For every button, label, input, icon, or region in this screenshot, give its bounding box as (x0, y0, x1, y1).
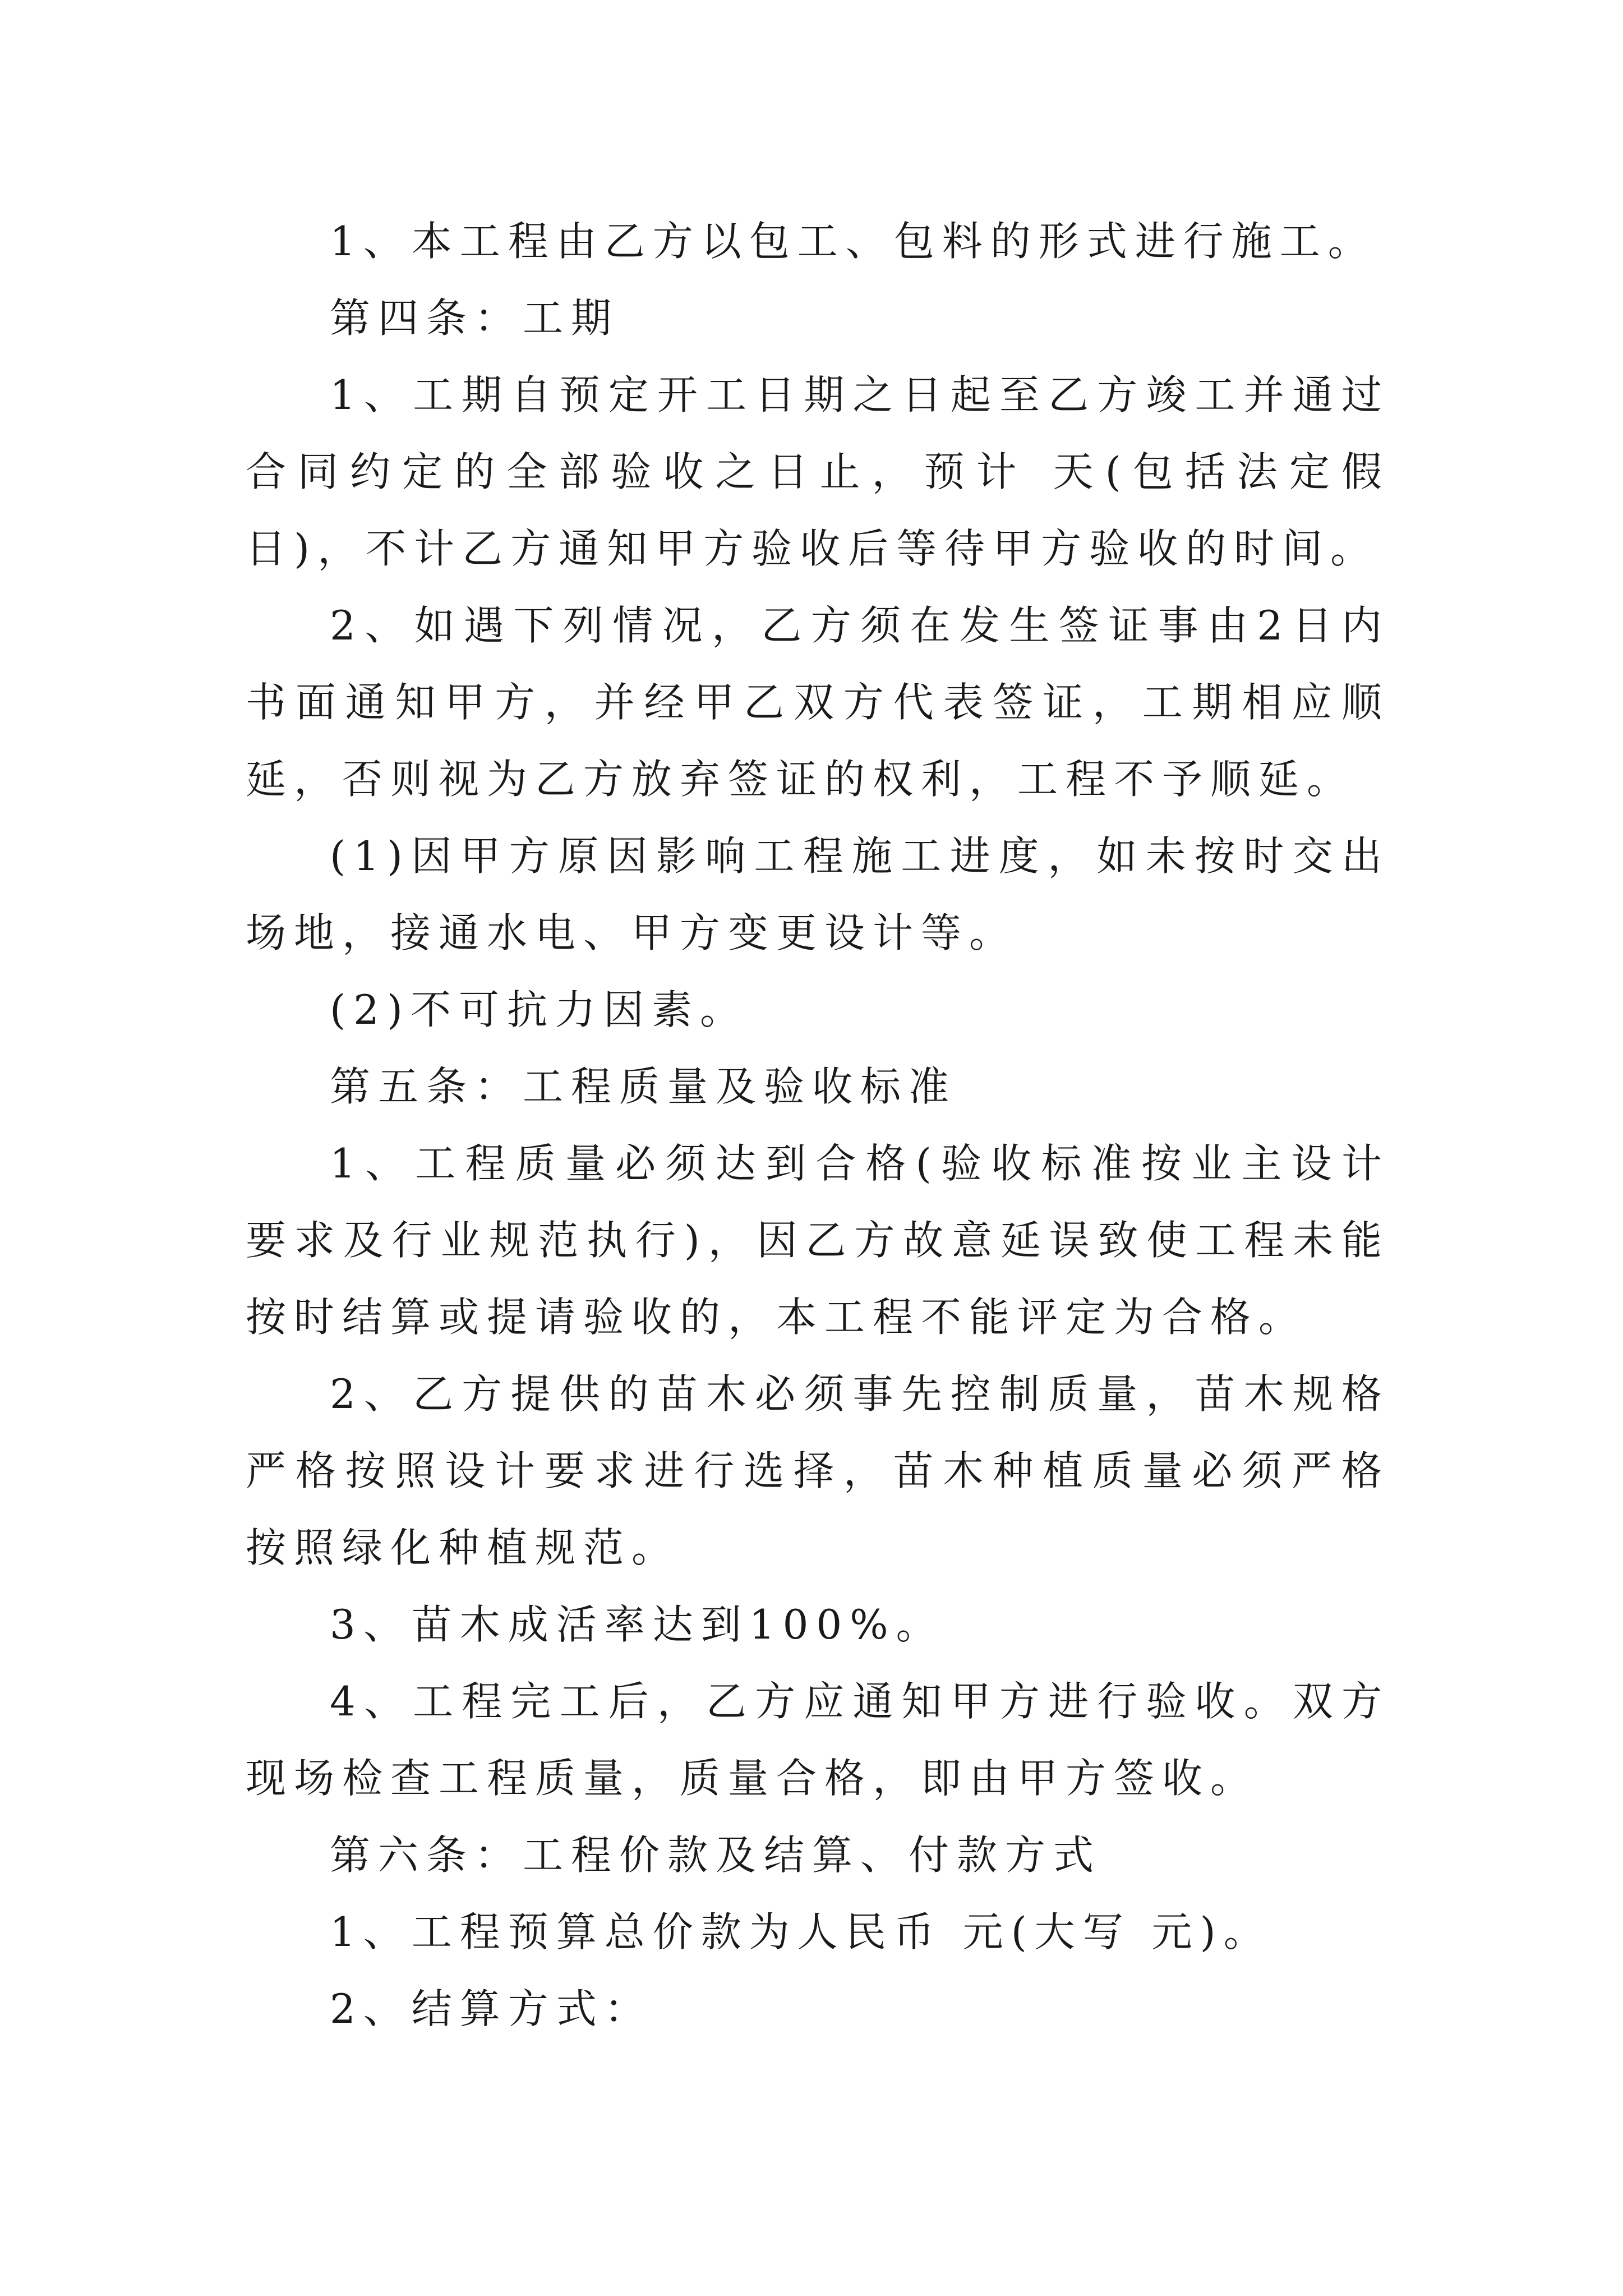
paragraph-clause-4-1: 1、工期自预定开工日期之日起至乙方竣工并通过合同约定的全部验收之日止，预计 天(包括法定假日)，不计乙方通知甲方验收后等待甲方验收的时间。 (246, 371, 1390, 572)
paragraph-clause-3-1: 1、本工程由乙方以包工、包料的形式进行施工。 (330, 218, 1376, 265)
paragraph-clause-5-3: 3、苗木成活率达到100%。 (330, 1601, 944, 1648)
paragraph-clause-4-2-item-1: (1)因甲方原因影响工程施工进度，如未按时交出场地，接通水电、甲方变更设计等。 (246, 832, 1390, 956)
paragraph-clause-6-2: 2、结算方式： (330, 1985, 653, 2032)
heading-article-5: 第五条：工程质量及验收标准 (330, 1063, 957, 1110)
document-page (246, 203, 1390, 2047)
heading-article-6: 第六条：工程价款及结算、付款方式 (330, 1832, 1102, 1879)
paragraph-clause-6-1: 1、工程预算总价款为人民币 元(大写 元)。 (330, 1908, 1272, 1955)
paragraph-clause-5-4: 4、工程完工后，乙方应通知甲方进行验收。双方现场检查工程质量，质量合格，即由甲方签收。 (246, 1678, 1390, 1802)
paragraph-clause-4-2: 2、如遇下列情况，乙方须在发生签证事由2日内书面通知甲方，并经甲乙双方代表签证，工期相应顺延，否则视为乙方放弃签证的权利，工程不予顺延。 (246, 602, 1390, 803)
heading-article-4: 第四条：工期 (330, 295, 620, 342)
paragraph-clause-5-1: 1、工程质量必须达到合格(验收标准按业主设计要求及行业规范执行)，因乙方故意延误致使工程未能按时结算或提请验收的，本工程不能评定为合格。 (246, 1140, 1390, 1341)
paragraph-clause-4-2-item-2: (2)不可抗力因素。 (330, 986, 748, 1033)
paragraph-clause-5-2: 2、乙方提供的苗木必须事先控制质量，苗木规格严格按照设计要求进行选择，苗木种植质量必须严格按照绿化种植规范。 (246, 1370, 1390, 1571)
